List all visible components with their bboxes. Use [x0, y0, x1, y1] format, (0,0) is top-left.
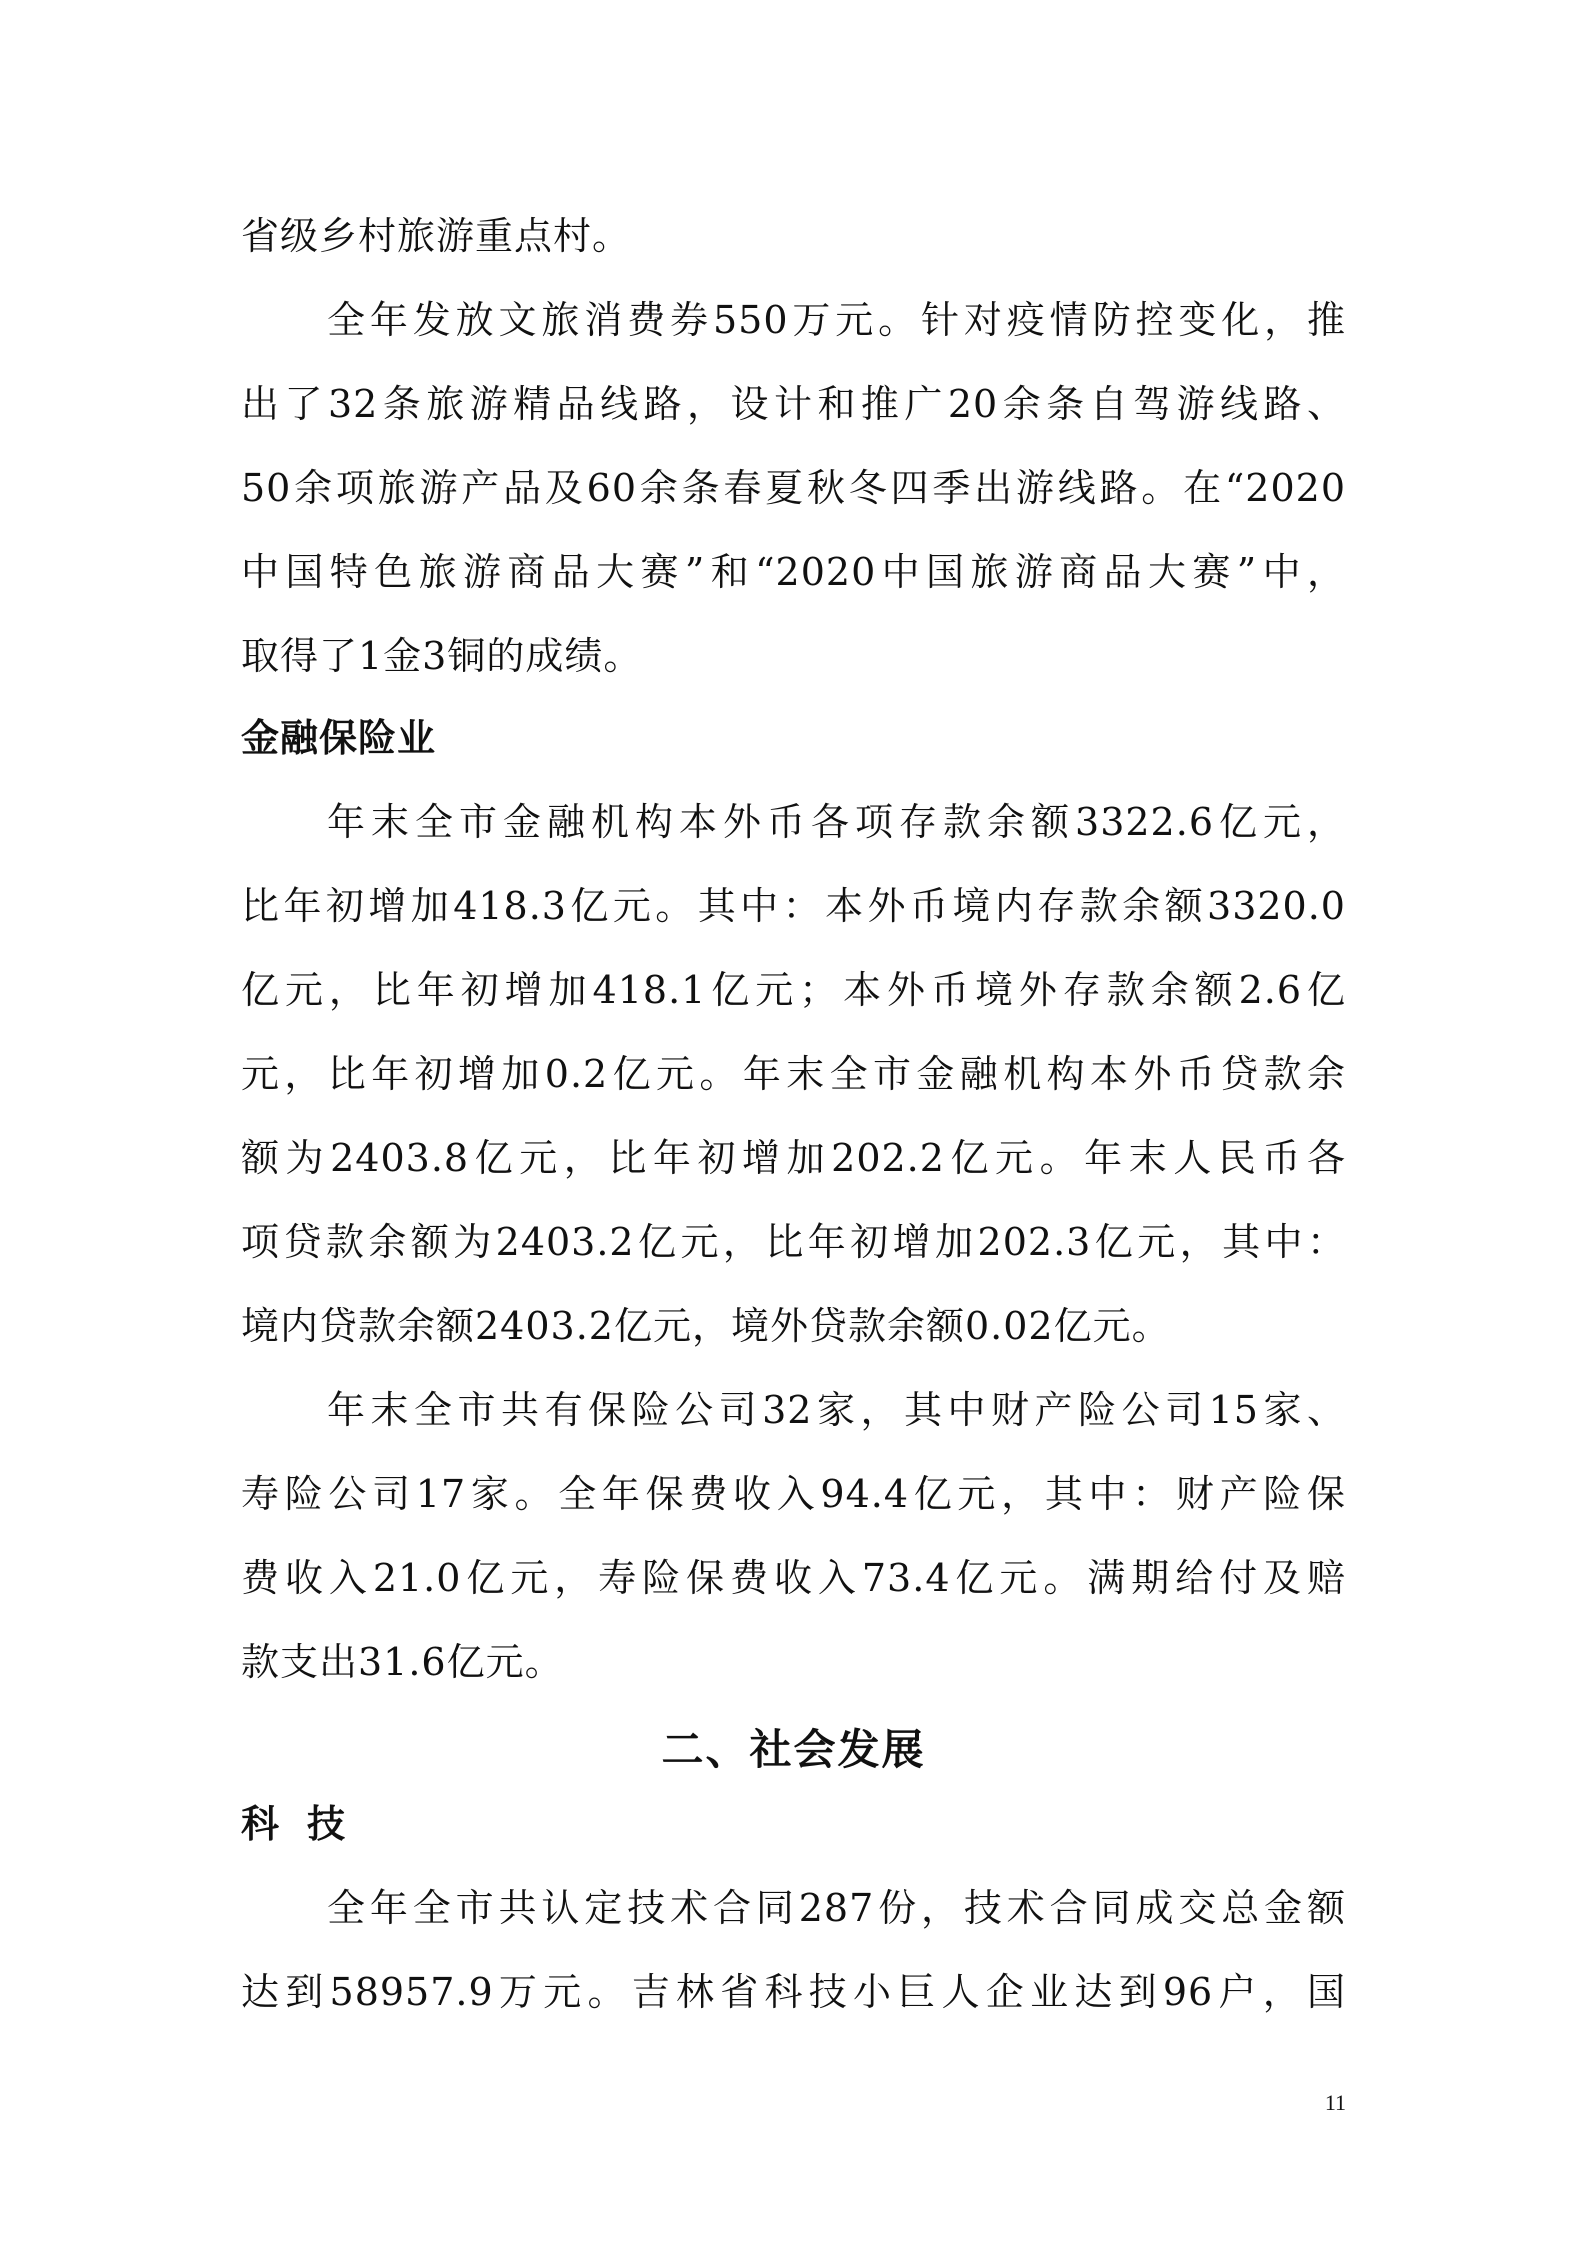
page-number: 11: [1324, 2090, 1346, 2115]
paragraph-tourism-line-5: 取得了1金3铜的成绩。: [241, 634, 643, 678]
paragraph-finance-line-5: 额为2403.8亿元，比年初增加202.2亿元。年末人民币各: [241, 1136, 1346, 1180]
paragraph-finance-line-6: 项贷款余额为2403.2亿元，比年初增加202.3亿元，其中：: [241, 1220, 1346, 1264]
paragraph-insurance-line-2: 寿险公司17家。全年保费收入94.4亿元，其中：财产险保: [241, 1472, 1346, 1516]
paragraph-tourism-line-1: 全年发放文旅消费券550万元。针对疫情防控变化，推: [327, 298, 1346, 342]
paragraph-finance-line-4: 元，比年初增加0.2亿元。年末全市金融机构本外币贷款余: [241, 1052, 1346, 1096]
paragraph-technology-line-2: 达到58957.9万元。吉林省科技小巨人企业达到96户，国: [241, 1970, 1346, 2014]
paragraph-insurance-line-1: 年末全市共有保险公司32家，其中财产险公司15家、: [327, 1388, 1346, 1432]
paragraph-finance-line-1: 年末全市金融机构本外币各项存款余额3322.6亿元，: [327, 800, 1346, 844]
paragraph-insurance-line-4: 款支出31.6亿元。: [241, 1640, 564, 1684]
paragraph-finance-line-3: 亿元，比年初增加418.1亿元；本外币境外存款余额2.6亿: [241, 968, 1346, 1012]
paragraph-insurance-line-3: 费收入21.0亿元，寿险保费收入73.4亿元。满期给付及赔: [241, 1556, 1346, 1600]
paragraph-technology-line-1: 全年全市共认定技术合同287份，技术合同成交总金额: [327, 1886, 1346, 1930]
paragraph-finance-line-7: 境内贷款余额2403.2亿元，境外贷款余额0.02亿元。: [241, 1304, 1171, 1348]
subheading-science-technology: 科技: [241, 1802, 374, 1846]
paragraph-finance-line-2: 比年初增加418.3亿元。其中：本外币境内存款余额3320.0: [241, 884, 1346, 928]
paragraph-tourism-line-3: 50余项旅游产品及60余条春夏秋冬四季出游线路。在“2020: [241, 466, 1346, 510]
text-line-1: 省级乡村旅游重点村。: [241, 214, 632, 258]
paragraph-tourism-line-2: 出了32条旅游精品线路，设计和推广20余条自驾游线路、: [241, 382, 1346, 426]
paragraph-tourism-line-4: 中国特色旅游商品大赛”和“2020中国旅游商品大赛”中，: [241, 550, 1346, 594]
subheading-finance-insurance: 金融保险业: [241, 716, 437, 760]
section-title-social-development: 二、社会发展: [661, 1725, 926, 1774]
